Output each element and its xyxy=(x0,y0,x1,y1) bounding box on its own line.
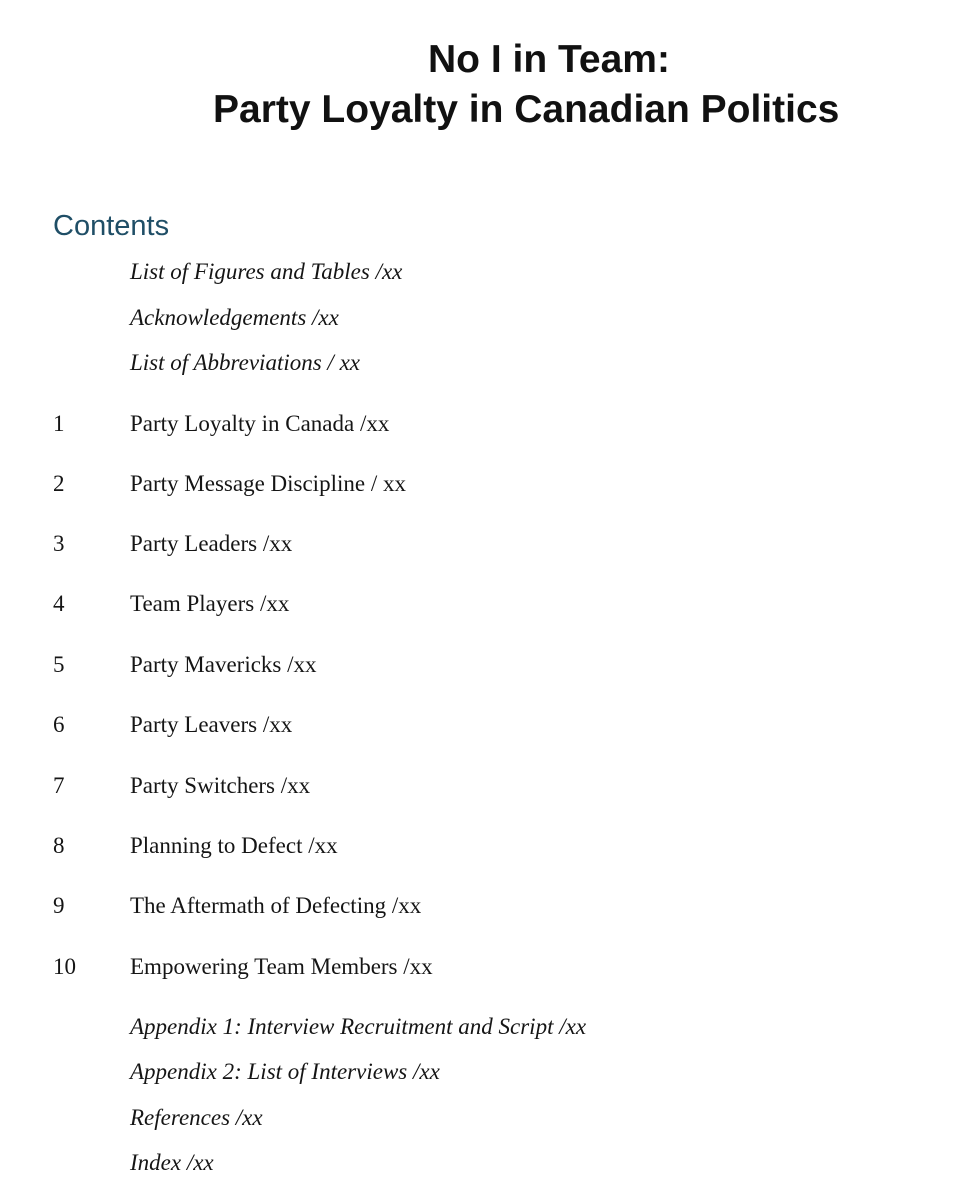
toc-front-label: List of Figures and Tables /xx xyxy=(130,259,403,284)
chapter-number: 2 xyxy=(53,471,65,496)
chapter-number: 4 xyxy=(53,591,65,616)
chapter-title: Empowering Team Members /xx xyxy=(130,954,433,979)
toc-front-label: Acknowledgements /xx xyxy=(130,305,339,330)
toc-back-item xyxy=(0,1057,966,1087)
chapter-number: 5 xyxy=(53,652,65,677)
chapter-title: Planning to Defect /xx xyxy=(130,833,338,858)
chapter-title: Party Loyalty in Canada /xx xyxy=(130,411,390,436)
toc-front-item xyxy=(0,348,966,378)
chapter-number: 3 xyxy=(53,531,65,556)
toc-back-item xyxy=(0,1148,966,1178)
toc-chapter-item xyxy=(0,650,966,680)
chapter-title: Party Switchers /xx xyxy=(130,773,311,798)
toc-front-item xyxy=(0,303,966,333)
toc-chapter-item xyxy=(0,469,966,499)
toc-chapter-item xyxy=(0,589,966,619)
toc-back-label: Appendix 2: List of Interviews /xx xyxy=(130,1059,440,1084)
toc-front-label: List of Abbreviations / xx xyxy=(130,350,360,375)
title-line-2: Party Loyalty in Canadian Politics xyxy=(213,88,840,131)
contents-heading: Contents xyxy=(53,210,170,242)
toc-front-item xyxy=(0,257,966,287)
chapter-number: 7 xyxy=(53,773,65,798)
toc-back-item xyxy=(0,1103,966,1133)
toc-chapter-item xyxy=(0,529,966,559)
toc-back-label: Index /xx xyxy=(130,1150,214,1175)
toc-chapter-item xyxy=(0,952,966,982)
chapter-title: Party Leaders /xx xyxy=(130,531,293,556)
toc-chapter-item xyxy=(0,891,966,921)
chapter-number: 8 xyxy=(53,833,65,858)
chapter-title: Party Mavericks /xx xyxy=(130,652,317,677)
title-line-1: No I in Team: xyxy=(428,38,670,81)
toc-back-label: References /xx xyxy=(130,1105,263,1130)
chapter-number: 10 xyxy=(53,954,76,979)
toc-chapter-item xyxy=(0,831,966,861)
chapter-number: 1 xyxy=(53,411,65,436)
toc-back-label: Appendix 1: Interview Recruitment and Script /xx xyxy=(130,1014,587,1039)
chapter-number: 9 xyxy=(53,893,65,918)
chapter-number: 6 xyxy=(53,712,65,737)
toc-chapter-item xyxy=(0,771,966,801)
chapter-title: Party Leavers /xx xyxy=(130,712,293,737)
chapter-title: Team Players /xx xyxy=(130,591,290,616)
chapter-title: Party Message Discipline / xx xyxy=(130,471,406,496)
toc-back-item xyxy=(0,1012,966,1042)
chapter-title: The Aftermath of Defecting /xx xyxy=(130,893,422,918)
toc-chapter-item xyxy=(0,710,966,740)
toc-chapter-item xyxy=(0,409,966,439)
